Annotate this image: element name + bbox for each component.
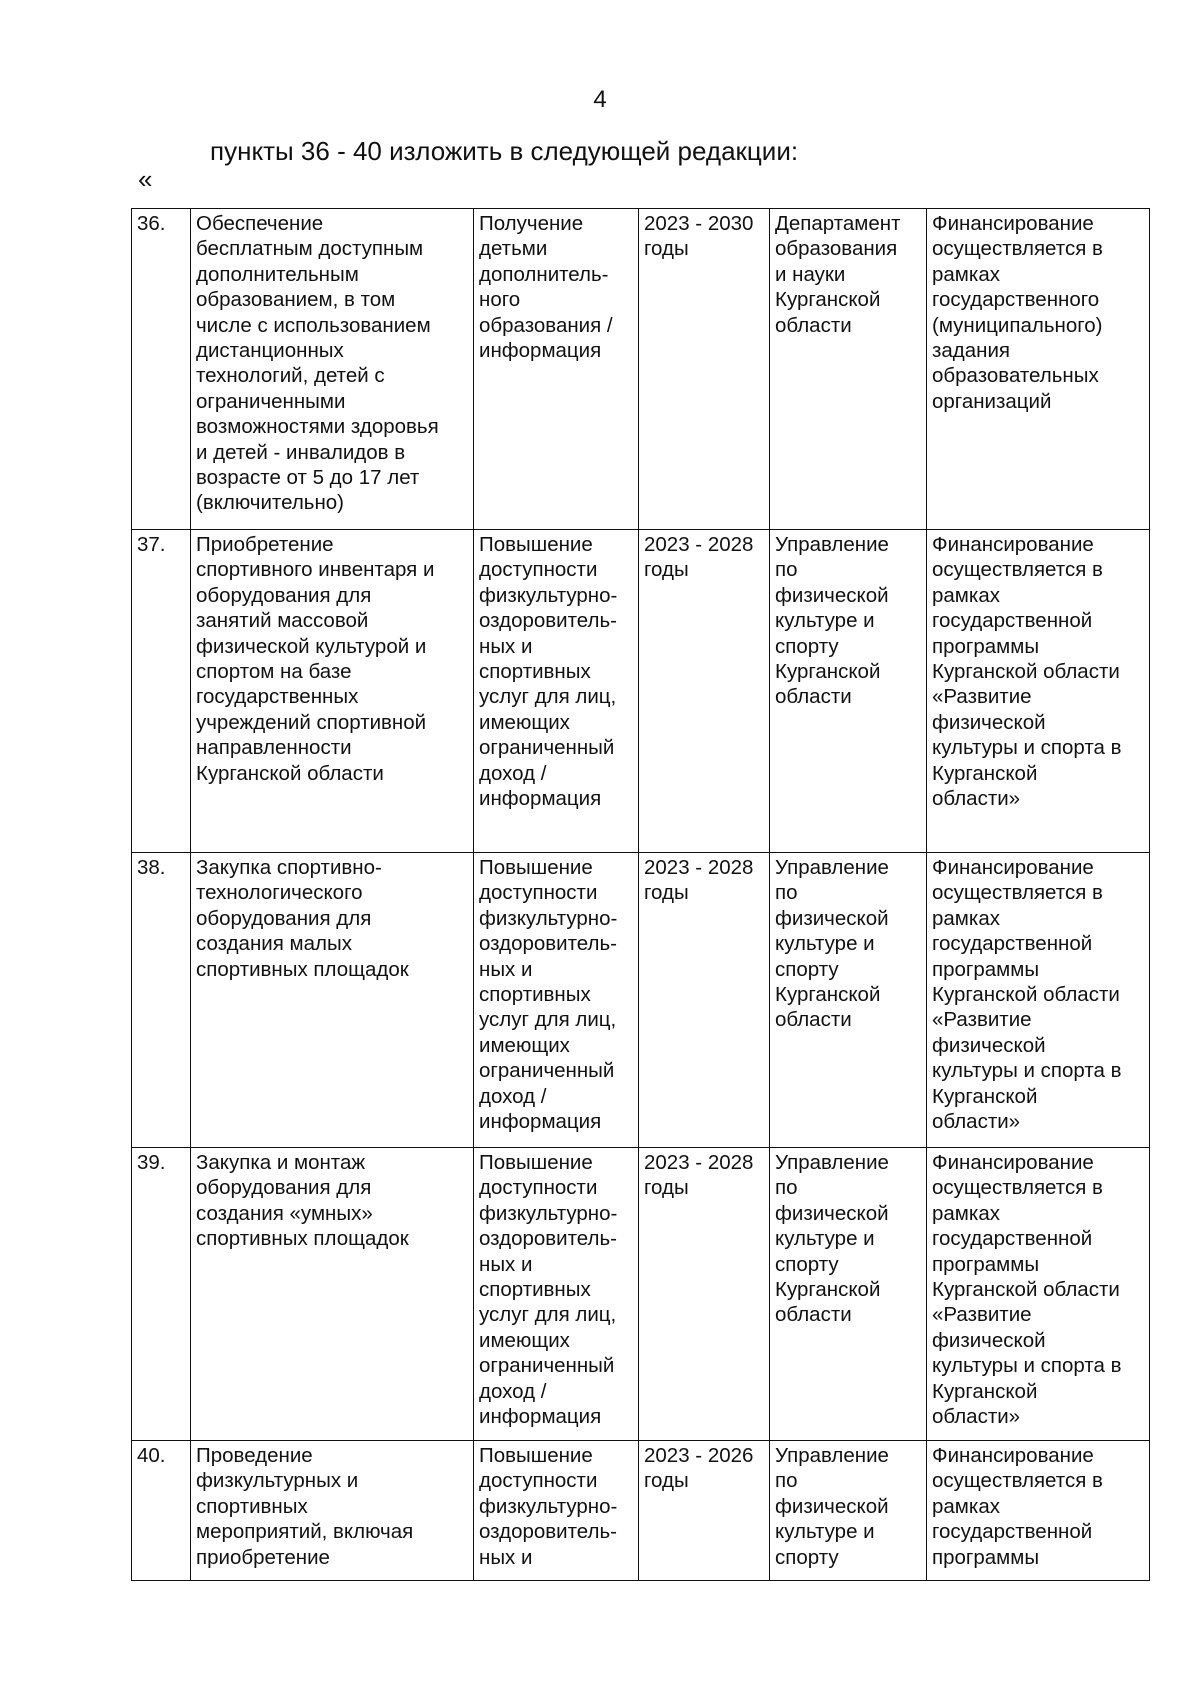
intro-text: пункты 36 - 40 изложить в следующей редакции: bbox=[210, 136, 799, 166]
activity-cell: Закупка и монтаж оборудования для создания «умных» спортивных площадок bbox=[191, 1148, 474, 1441]
result-cell: Повышение доступности физкультурно- оздоровитель- ных и спортивных услуг для лиц, имеющих ограниченный доход / информация bbox=[474, 1148, 639, 1441]
financing-cell: Финансирование осуществляется в рамках государственного (муниципального) задания образовательных организаций bbox=[927, 209, 1150, 530]
row-number: 36. bbox=[132, 209, 191, 530]
activity-cell: Приобретение спортивного инвентаря и оборудования для занятий массовой физической культурой и спортом на базе государственных учреждений спортивной направленности Курганской области bbox=[191, 530, 474, 853]
result-cell: Получение детьми дополнитель- ного образования / информация bbox=[474, 209, 639, 530]
result-cell: Повышение доступности физкультурно- оздоровитель- ных и спортивных услуг для лиц, имеющих ограниченный доход / информация bbox=[474, 530, 639, 853]
table-row bbox=[132, 1148, 1150, 1441]
open-quote: « bbox=[138, 164, 153, 194]
executor-cell: Управление по физической культуре и спорту Курганской области bbox=[770, 853, 927, 1148]
page-number: 4 bbox=[593, 86, 607, 113]
period-cell: 2023 - 2028 годы bbox=[639, 530, 770, 853]
table-row bbox=[132, 853, 1150, 1148]
period-cell: 2023 - 2026 годы bbox=[639, 1441, 770, 1581]
period-cell: 2023 - 2028 годы bbox=[639, 1148, 770, 1441]
table-row bbox=[132, 209, 1150, 530]
activity-cell: Закупка спортивно- технологического оборудования для создания малых спортивных площадок bbox=[191, 853, 474, 1148]
executor-cell: Управление по физической культуре и спорту Курганской области bbox=[770, 1148, 927, 1441]
row-number: 38. bbox=[132, 853, 191, 1148]
measures-table bbox=[131, 208, 1150, 1581]
row-number: 40. bbox=[132, 1441, 191, 1581]
executor-cell: Управление по физической культуре и спорту Курганской области bbox=[770, 530, 927, 853]
row-number: 37. bbox=[132, 530, 191, 853]
result-cell: Повышение доступности физкультурно- оздоровитель- ных и bbox=[474, 1441, 639, 1581]
financing-cell: Финансирование осуществляется в рамках государственной программы bbox=[927, 1441, 1150, 1581]
activity-cell: Обеспечение бесплатным доступным дополнительным образованием, в том числе с использованием дистанционных технологий, детей с ограниченными возможностями здоровья и детей - инвалидов в возрасте от 5 до 17 лет (включительно) bbox=[191, 209, 474, 530]
period-cell: 2023 - 2028 годы bbox=[639, 853, 770, 1148]
period-cell: 2023 - 2030 годы bbox=[639, 209, 770, 530]
activity-cell: Проведение физкультурных и спортивных мероприятий, включая приобретение bbox=[191, 1441, 474, 1581]
table-row bbox=[132, 1441, 1150, 1581]
executor-cell: Департамент образования и науки Курганской области bbox=[770, 209, 927, 530]
row-number: 39. bbox=[132, 1148, 191, 1441]
financing-cell: Финансирование осуществляется в рамках государственной программы Курганской области «Развитие физической культуры и спорта в Курганской области» bbox=[927, 1148, 1150, 1441]
financing-cell: Финансирование осуществляется в рамках государственной программы Курганской области «Развитие физической культуры и спорта в Курганской области» bbox=[927, 853, 1150, 1148]
table-row bbox=[132, 530, 1150, 853]
executor-cell: Управление по физической культуре и спорту bbox=[770, 1441, 927, 1581]
financing-cell: Финансирование осуществляется в рамках государственной программы Курганской области «Развитие физической культуры и спорта в Курганской области» bbox=[927, 530, 1150, 853]
result-cell: Повышение доступности физкультурно- оздоровитель- ных и спортивных услуг для лиц, имеющих ограниченный доход / информация bbox=[474, 853, 639, 1148]
